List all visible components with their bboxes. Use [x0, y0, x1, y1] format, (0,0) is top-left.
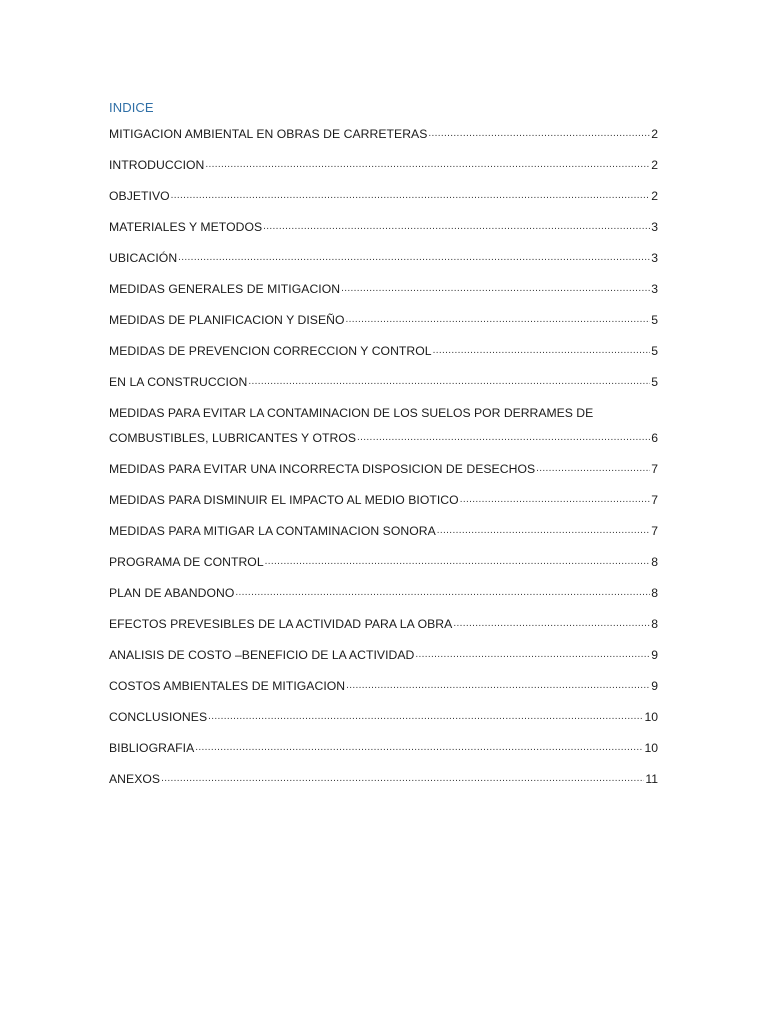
toc-list: [109, 126, 658, 788]
toc-entry-page-number: 8: [651, 555, 658, 569]
toc-entry-anexos[interactable]: [109, 771, 658, 788]
toc-entry-programa-de-control[interactable]: [109, 554, 658, 571]
dot-leader: [263, 220, 650, 234]
toc-entry-label: EFECTOS PREVESIBLES DE LA ACTIVIDAD PARA LA OBRA: [109, 617, 453, 631]
toc-entry-page-number: 2: [651, 127, 658, 141]
toc-entry-label: ANEXOS: [109, 772, 161, 786]
toc-entry-materiales-y-metodos[interactable]: [109, 219, 658, 236]
toc-entry-medio-biotico[interactable]: [109, 492, 658, 509]
toc-entry-label-line1: MEDIDAS PARA EVITAR LA CONTAMINACION DE LOS SUELOS POR DERRAMES DE: [109, 406, 594, 420]
dot-leader: [161, 772, 644, 786]
toc-entry-label: ANALISIS DE COSTO –BENEFICIO DE LA ACTIVIDAD: [109, 648, 415, 662]
toc-entry-label: UBICACIÓN: [109, 251, 178, 265]
toc-entry-page-number: 7: [651, 524, 658, 538]
toc-entry-page-number: 8: [651, 617, 658, 631]
toc-entry-label: MEDIDAS PARA DISMINUIR EL IMPACTO AL MEDIO BIOTICO: [109, 493, 459, 507]
toc-entry-page-number: 2: [651, 158, 658, 172]
toc-entry-page-number: 9: [651, 679, 658, 693]
dot-leader: [357, 431, 650, 445]
toc-entry-contaminacion-sonora[interactable]: [109, 523, 658, 540]
toc-entry-label: COSTOS AMBIENTALES DE MITIGACION: [109, 679, 346, 693]
dot-leader: [205, 158, 650, 172]
toc-entry-en-la-construccion[interactable]: [109, 374, 658, 391]
toc-entry-ubicacion[interactable]: [109, 250, 658, 267]
toc-entry-label: CONCLUSIONES: [109, 710, 208, 724]
toc-entry-mitigacion-ambiental[interactable]: [109, 126, 658, 143]
toc-entry-page-number: 3: [651, 282, 658, 296]
toc-entry-second-line: [109, 430, 658, 447]
dot-leader: [453, 617, 650, 631]
dot-leader: [415, 648, 650, 662]
dot-leader: [208, 710, 643, 724]
toc-entry-label-line2: COMBUSTIBLES, LUBRICANTES Y OTROS: [109, 431, 357, 445]
dot-leader: [235, 586, 650, 600]
toc-entry-medidas-generales[interactable]: [109, 281, 658, 298]
toc-entry-page-number: 3: [651, 220, 658, 234]
toc-entry-page-number: 5: [651, 313, 658, 327]
toc-entry-contaminacion-suelos[interactable]: [109, 405, 658, 447]
toc-entry-costos-ambientales[interactable]: [109, 678, 658, 695]
toc-entry-page-number: 10: [644, 710, 658, 724]
dot-leader: [433, 344, 650, 358]
toc-entry-page-number: 8: [651, 586, 658, 600]
toc-entry-label: EN LA CONSTRUCCION: [109, 375, 248, 389]
dot-leader: [341, 282, 650, 296]
toc-entry-label: INTRODUCCION: [109, 158, 205, 172]
dot-leader: [428, 127, 650, 141]
toc-entry-page-number: 3: [651, 251, 658, 265]
toc-entry-efectos-prevesibles[interactable]: [109, 616, 658, 633]
dot-leader: [171, 189, 650, 203]
toc-entry-analisis-costo-beneficio[interactable]: [109, 647, 658, 664]
dot-leader: [460, 493, 650, 507]
toc-entry-page-number: 11: [645, 772, 658, 786]
toc-entry-page-number: 6: [651, 431, 658, 445]
dot-leader: [346, 313, 650, 327]
table-of-contents: [109, 99, 658, 788]
toc-entry-label: MEDIDAS GENERALES DE MITIGACION: [109, 282, 341, 296]
dot-leader: [346, 679, 650, 693]
toc-entry-label: BIBLIOGRAFIA: [109, 741, 195, 755]
toc-entry-introduccion[interactable]: [109, 157, 658, 174]
toc-entry-label: MITIGACION AMBIENTAL EN OBRAS DE CARRETERAS: [109, 127, 428, 141]
toc-entry-label: OBJETIVO: [109, 189, 170, 203]
dot-leader: [265, 555, 650, 569]
toc-entry-disposicion-desechos[interactable]: [109, 461, 658, 478]
toc-entry-page-number: 10: [644, 741, 658, 755]
toc-entry-label: PROGRAMA DE CONTROL: [109, 555, 264, 569]
toc-entry-page-number: 5: [651, 375, 658, 389]
dot-leader: [248, 375, 650, 389]
toc-entry-label: MATERIALES Y METODOS: [109, 220, 263, 234]
toc-entry-page-number: 7: [651, 462, 658, 476]
toc-entry-prevencion-correccion-control[interactable]: [109, 343, 658, 360]
toc-entry-objetivo[interactable]: [109, 188, 658, 205]
toc-entry-page-number: 7: [651, 493, 658, 507]
dot-leader: [536, 462, 650, 476]
toc-entry-page-number: 5: [651, 344, 658, 358]
dot-leader: [178, 251, 650, 265]
toc-entry-label: PLAN DE ABANDONO: [109, 586, 235, 600]
toc-entry-bibliografia[interactable]: [109, 740, 658, 757]
dot-leader: [195, 741, 643, 755]
toc-entry-label: MEDIDAS DE PLANIFICACION Y DISEÑO: [109, 313, 345, 327]
dot-leader: [437, 524, 650, 538]
toc-entry-label: MEDIDAS DE PREVENCION CORRECCION Y CONTROL: [109, 344, 432, 358]
toc-entry-label: MEDIDAS PARA MITIGAR LA CONTAMINACION SONORA: [109, 524, 436, 538]
toc-entry-plan-de-abandono[interactable]: [109, 585, 658, 602]
toc-entry-label: MEDIDAS PARA EVITAR UNA INCORRECTA DISPOSICION DE DESECHOS: [109, 462, 536, 476]
toc-entry-page-number: 2: [651, 189, 658, 203]
toc-entry-conclusiones[interactable]: [109, 709, 658, 726]
toc-entry-planificacion-y-diseno[interactable]: [109, 312, 658, 329]
toc-title: INDICE: [109, 100, 154, 115]
toc-entry-page-number: 9: [651, 648, 658, 662]
